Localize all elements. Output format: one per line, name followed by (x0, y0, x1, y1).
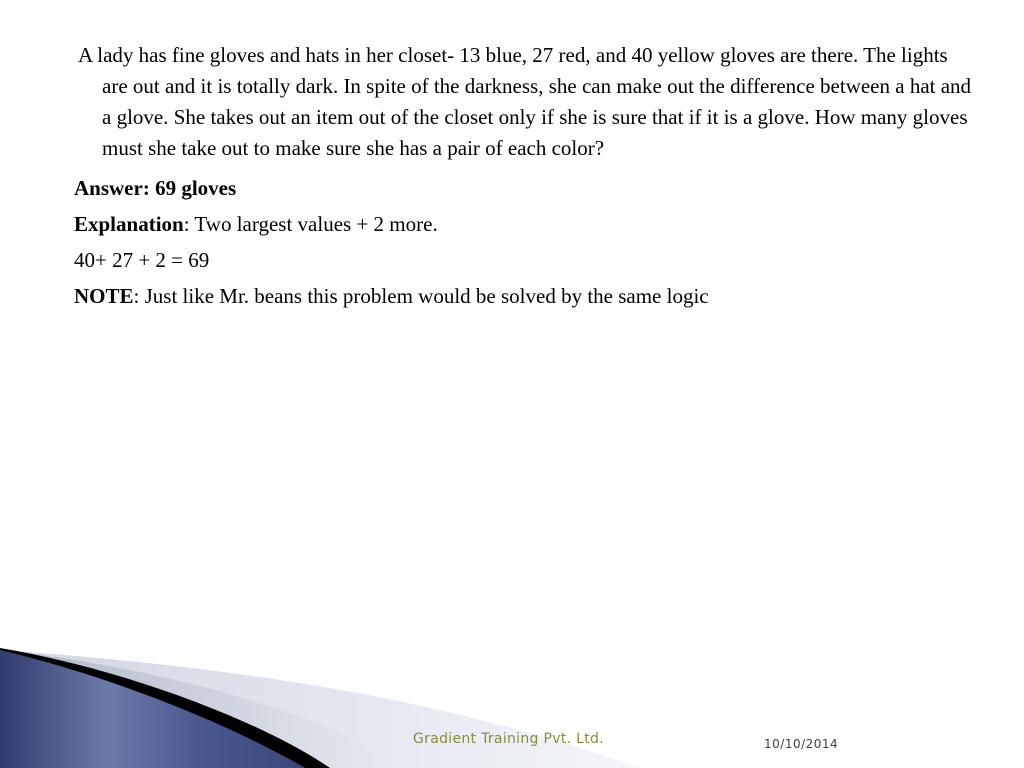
note-text: : Just like Mr. beans this problem would be solved by the same logic (133, 284, 709, 308)
explanation-label: Explanation (74, 212, 184, 236)
footer-company-name: Gradient Training Pvt. Ltd. (413, 731, 604, 747)
slide-body (74, 40, 974, 314)
question-text: A lady has fine gloves and hats in her closet- 13 blue, 27 red, and 40 yellow gloves are there. The lights are out and it is totally dark. In spite of the darkness, she can make out the difference between a hat and a glove. She takes out an item out of the closet only if she is sure that if it is a glove. How many gloves must she take out to make sure she has a pair of each color? (78, 43, 972, 160)
footer-date: 10/10/2014 (764, 737, 839, 751)
calculation-line: 40+ 27 + 2 = 69 (74, 248, 210, 272)
explanation-line (74, 206, 974, 242)
explanation-text: : Two largest values + 2 more. (183, 212, 438, 236)
note-label: NOTE (74, 284, 134, 308)
note-line (74, 278, 974, 314)
answer-text: Answer: 69 gloves (74, 176, 237, 200)
answer-line (74, 170, 974, 206)
